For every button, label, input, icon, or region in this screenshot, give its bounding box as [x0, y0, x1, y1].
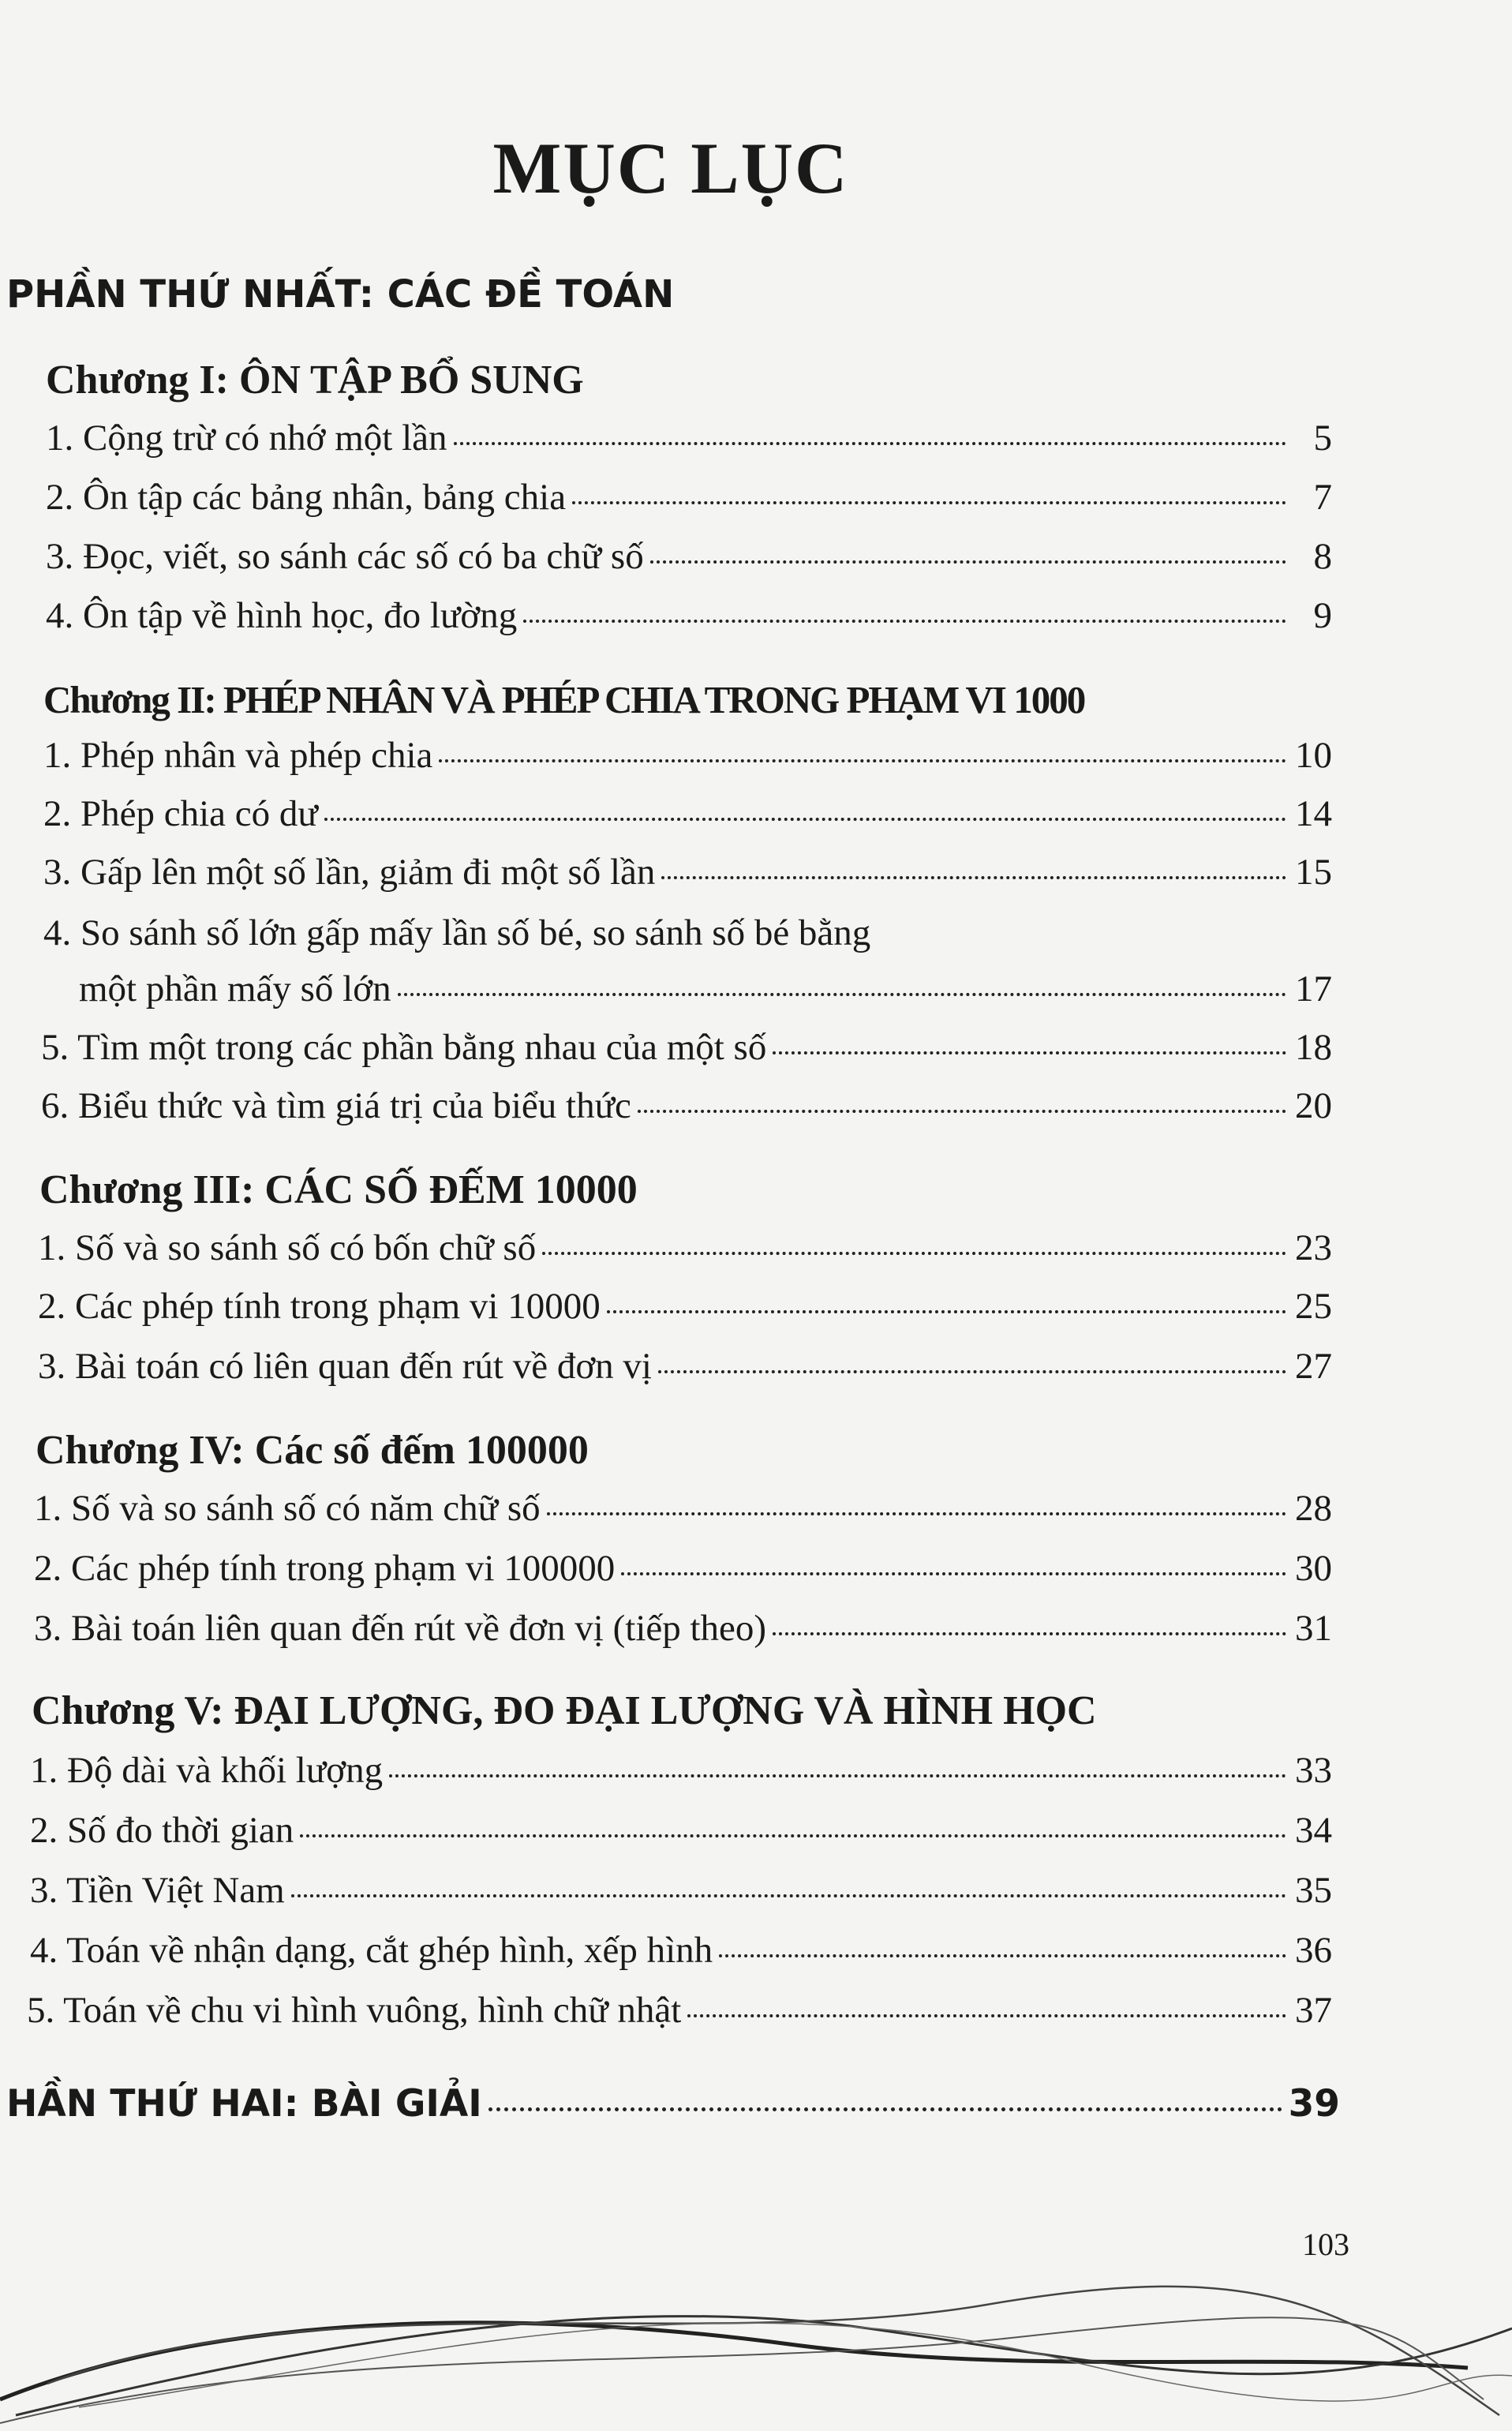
toc-entry-label: 1. Số và so sánh số có năm chữ số: [34, 1488, 541, 1529]
part-two-heading: HẦN THỨ HAI: BÀI GIẢI: [6, 2082, 482, 2126]
dot-leader: [572, 501, 1286, 504]
toc-entry[interactable]: [30, 1871, 1332, 1912]
chapter-3-heading: Chương III: CÁC SỐ ĐẾM 10000: [39, 1167, 638, 1212]
toc-entry[interactable]: [46, 418, 1332, 459]
toc-entry-page: 33: [1295, 1750, 1332, 1791]
toc-entry-page: 27: [1295, 1346, 1332, 1387]
toc-entry[interactable]: [30, 1751, 1332, 1792]
toc-entry-page: 14: [1295, 793, 1332, 834]
toc-entry-label: 1. Độ dài và khối lượng: [30, 1750, 384, 1791]
toc-entry-page: 15: [1295, 852, 1332, 893]
toc-entry-label: 2. Ôn tập các bảng nhân, bảng chia: [46, 477, 567, 518]
dot-leader: [398, 993, 1286, 996]
toc-entry[interactable]: [41, 1086, 1332, 1127]
dot-leader: [523, 620, 1286, 623]
toc-entry-page: 31: [1295, 1608, 1332, 1649]
toc-entry[interactable]: [79, 969, 1332, 1010]
dot-leader: [389, 1774, 1286, 1777]
dot-leader: [638, 1110, 1286, 1113]
dot-leader: [650, 560, 1286, 564]
toc-entry-label: 3. Bài toán có liên quan đến rút về đơn vị: [38, 1346, 652, 1387]
toc-entry-page: 37: [1295, 1990, 1332, 2031]
toc-entry[interactable]: [46, 537, 1332, 578]
toc-entry-page: 30: [1295, 1548, 1332, 1589]
toc-entry-label: 6. Biểu thức và tìm giá trị của biểu thức: [41, 1085, 631, 1126]
toc-entry-label-line1: 4. So sánh số lớn gấp mấy lần số bé, so sánh số bé bằng: [43, 912, 871, 953]
part-two-page: 39: [1288, 2082, 1340, 2126]
dot-leader: [488, 2107, 1282, 2111]
toc-entry[interactable]: [38, 1287, 1332, 1328]
chapter-5-heading: Chương V: ĐẠI LƯỢNG, ĐO ĐẠI LƯỢNG VÀ HÌNH HỌC: [32, 1688, 1097, 1733]
toc-entry-page: 25: [1295, 1286, 1332, 1327]
chapter-4-heading: Chương IV: Các số đếm 100000: [36, 1428, 589, 1473]
dot-leader: [439, 759, 1286, 762]
toc-entry-label: 4. Toán về nhận dạng, cắt ghép hình, xếp hình: [30, 1930, 713, 1971]
dot-leader: [324, 818, 1286, 821]
toc-entry-page: 17: [1295, 968, 1332, 1009]
toc-entry-label: 1. Cộng trừ có nhớ một lần: [46, 418, 447, 459]
toc-entry-label: 2. Số đo thời gian: [30, 1810, 294, 1851]
dot-leader: [658, 1370, 1286, 1373]
toc-entry-label: 3. Đọc, viết, so sánh các số có ba chữ số: [46, 536, 644, 577]
toc-entry-label: 2. Các phép tính trong phạm vi 100000: [34, 1548, 616, 1589]
toc-entry-label: 5. Tìm một trong các phần bằng nhau của một số: [41, 1027, 767, 1068]
toc-entry[interactable]: [30, 1931, 1332, 1972]
part-two-entry[interactable]: [6, 2082, 1340, 2126]
dot-leader: [773, 1632, 1286, 1635]
dot-leader: [607, 1310, 1286, 1313]
toc-entry[interactable]: [34, 1549, 1332, 1590]
toc-entry-page: 5: [1313, 418, 1332, 459]
dot-leader: [621, 1572, 1286, 1575]
toc-entry-label: 2. Phép chia có dư: [43, 793, 318, 834]
chapter-2-heading: Chương II: PHÉP NHÂN VÀ PHÉP CHIA TRONG PHẠM VI 1000: [43, 678, 1085, 721]
dot-leader: [542, 1252, 1286, 1255]
toc-entry-label: 1. Phép nhân và phép chia: [43, 735, 433, 776]
toc-entry[interactable]: [43, 852, 1332, 893]
dot-leader: [773, 1051, 1286, 1054]
toc-entry[interactable]: [46, 478, 1332, 519]
part-one-heading: PHẦN THỨ NHẤT: CÁC ĐỀ TOÁN: [6, 272, 675, 317]
toc-entry[interactable]: [38, 1228, 1332, 1269]
dot-leader: [547, 1512, 1286, 1515]
dot-leader: [687, 2014, 1286, 2017]
toc-entry[interactable]: [38, 1347, 1332, 1388]
toc-entry-label: 5. Toán về chu vi hình vuông, hình chữ nhật: [27, 1990, 682, 2031]
toc-entry-label: 3. Gấp lên một số lần, giảm đi một số lần: [43, 852, 656, 893]
toc-entry-page: 23: [1295, 1227, 1332, 1268]
toc-entry-page: 35: [1295, 1870, 1332, 1911]
dot-leader: [300, 1834, 1286, 1837]
toc-entry[interactable]: [34, 1489, 1332, 1530]
page-title: MỤC LỤC: [492, 128, 849, 208]
toc-entry-label: 1. Số và so sánh số có bốn chữ số: [38, 1227, 537, 1268]
toc-entry-page: 9: [1313, 595, 1332, 636]
toc-entry[interactable]: [46, 596, 1332, 637]
toc-entry-label: 3. Bài toán liên quan đến rút về đơn vị (tiếp theo): [34, 1608, 767, 1649]
toc-entry[interactable]: [30, 1811, 1332, 1852]
toc-entry-label: 4. Ôn tập về hình học, đo lường: [46, 595, 518, 636]
toc-entry-page: 34: [1295, 1810, 1332, 1851]
dot-leader: [291, 1894, 1286, 1897]
page-number: 103: [1302, 2227, 1349, 2262]
toc-entry-page: 18: [1295, 1027, 1332, 1068]
toc-entry[interactable]: [43, 794, 1332, 835]
toc-entry-page: 36: [1295, 1930, 1332, 1971]
decorative-swirl: [0, 2257, 1512, 2431]
toc-entry-page: 10: [1295, 735, 1332, 776]
chapter-1-heading: Chương I: ÔN TẬP BỔ SUNG: [46, 358, 584, 403]
toc-entry[interactable]: [27, 1991, 1332, 2032]
toc-entry-page: 28: [1295, 1488, 1332, 1529]
dot-leader: [719, 1954, 1286, 1957]
dot-leader: [454, 442, 1286, 445]
toc-entry[interactable]: [34, 1609, 1332, 1650]
toc-entry[interactable]: [43, 736, 1332, 777]
dot-leader: [661, 876, 1286, 879]
toc-entry-page: 7: [1313, 477, 1332, 518]
toc-entry-label: một phần mấy số lớn: [79, 968, 391, 1009]
toc-entry-page: 20: [1295, 1085, 1332, 1126]
toc-entry-page: 8: [1313, 536, 1332, 577]
toc-entry[interactable]: [41, 1028, 1332, 1069]
toc-entry-label: 3. Tiền Việt Nam: [30, 1870, 285, 1911]
toc-entry-label: 2. Các phép tính trong phạm vi 10000: [38, 1286, 601, 1327]
